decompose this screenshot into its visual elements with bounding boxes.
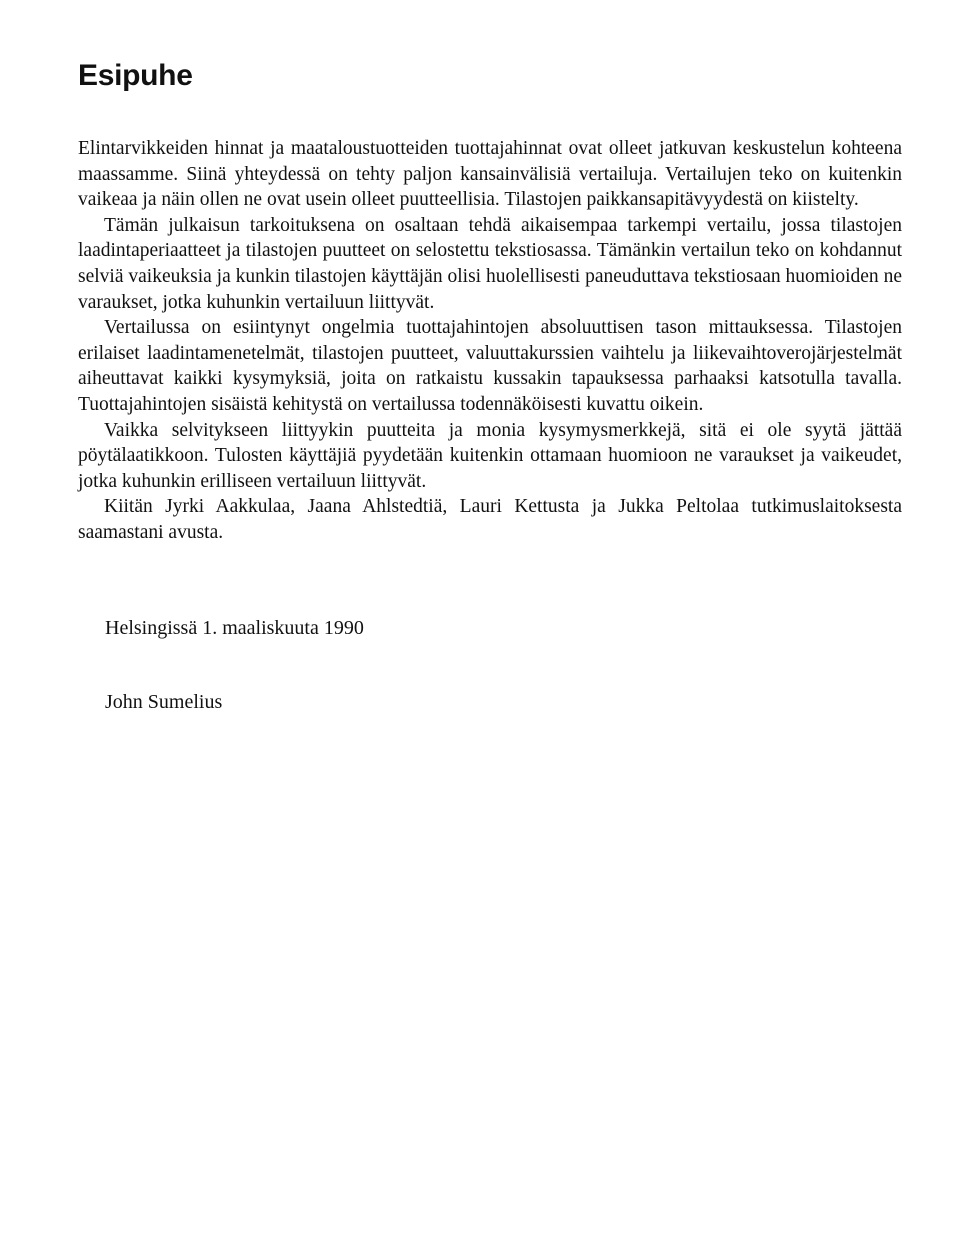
- paragraph-caveats: Vaikka selvitykseen liittyykin puutteita ja monia kysymysmerkkejä, sitä ei ole syytä jättää pöytälaatikkoon. Tulosten käyttäjiä pyydetään kuitenkin ottamaan huomioon ne varaukset ja vaikeudet, jotka kuhunkin erilliseen vertailuun liittyvät.: [78, 419, 902, 492]
- preface-body: [78, 136, 902, 546]
- paragraph-problems: Vertailussa on esiintynyt ongelmia tuottajahintojen absoluuttisen tason mittauksessa. Tilastojen erilaiset laadintamenetelmät, tilastojen puutteet, valuuttakurssien vaihtelu ja liikevaihtoverojärjestelmät aiheuttavat kaikki kysymyksiä, joita on ratkaistu kussakin tapauksessa parhaaksi katsotulla tavalla. Tuottajahintojen sisäistä kehitystä on vertailussa todennäköisesti kuvattu oikein.: [78, 317, 902, 415]
- place-and-date: Helsingissä 1. maaliskuuta 1990: [105, 617, 364, 639]
- paragraph-thanks: Kiitän Jyrki Aakkulaa, Jaana Ahlstedtiä, Lauri Kettusta ja Jukka Peltolaa tutkimuslaitoksesta saamastani avusta.: [78, 496, 902, 543]
- paragraph-intro: Elintarvikkeiden hinnat ja maataloustuotteiden tuottajahinnat ovat olleet jatkuvan keskustelun kohteena maassamme. Siinä yhteydessä on tehty paljon kansainvälisiä vertailuja. Vertailujen teko on kuitenkin vaikeaa ja näin ollen ne ovat usein olleet puutteellisia. Tilastojen paikkansapitävyydestä on kiistelty.: [78, 138, 902, 211]
- paragraph-purpose: Tämän julkaisun tarkoituksena on osaltaan tehdä aikaisempaa tarkempi vertailu, jossa tilastojen laadintaperiaatteet ja tilastojen puutteet on selostettu tekstiosassa. Tämänkin vertailun teko on kohdannut selviä vaikeuksia ja kunkin tilastojen käyttäjän olisi huolellisesti paneuduttava tekstiosaan huomioiden ne varaukset, jotka kuhunkin vertailuun liittyvät.: [78, 214, 902, 313]
- page-title: Esipuhe: [78, 59, 193, 92]
- author-signature: John Sumelius: [105, 691, 223, 713]
